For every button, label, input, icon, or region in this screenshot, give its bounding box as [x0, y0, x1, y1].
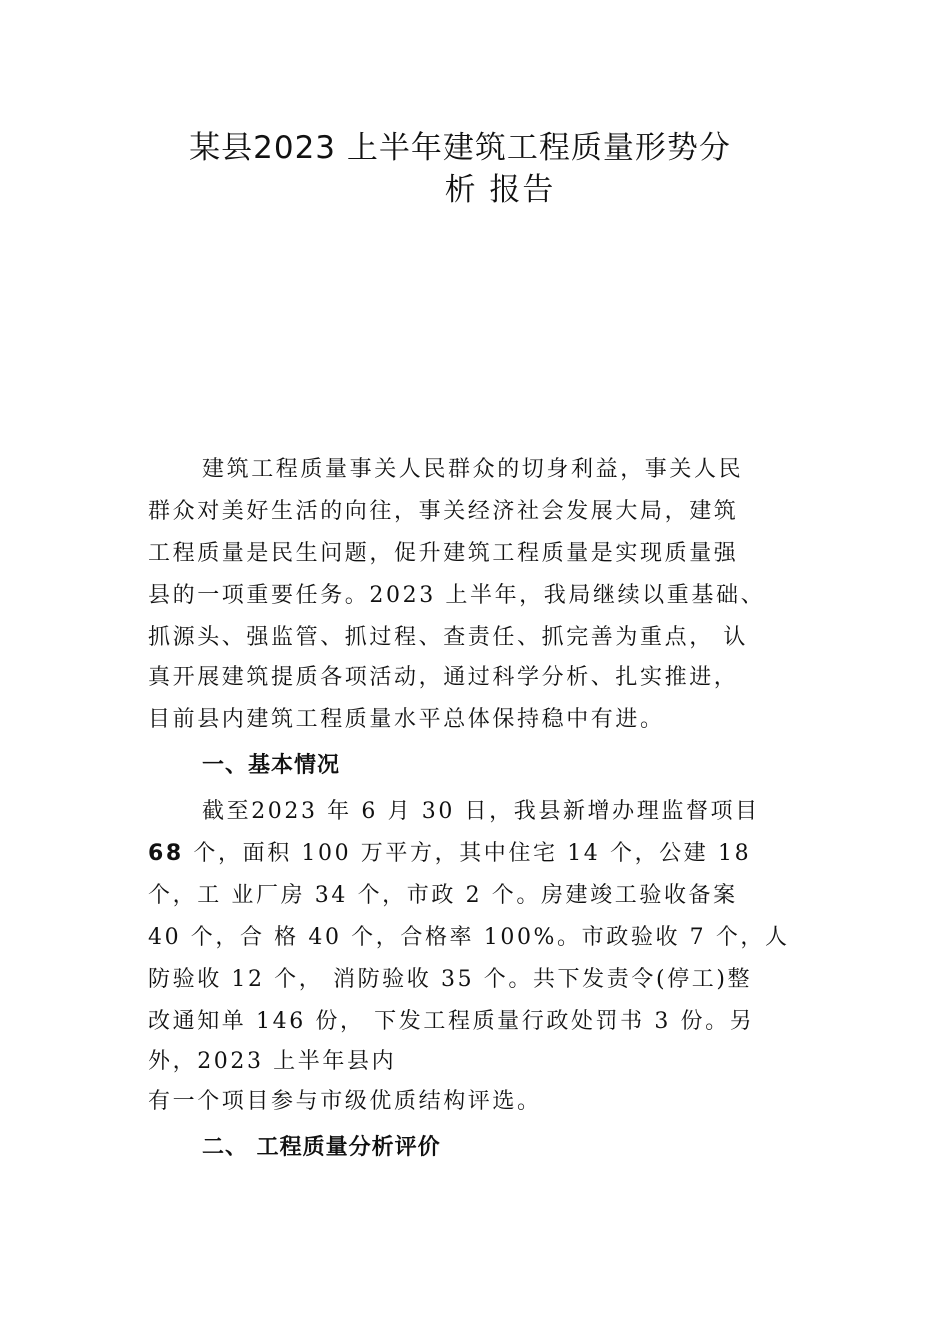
section1-line: 改通知单 146 份， 下发工程质量行政处罚书 3 份。另 — [148, 1009, 755, 1034]
intro-line: 抓源头、强监管、抓过程、查责任、抓完善为重点， 认 — [148, 625, 748, 650]
intro-line: 群众对美好生活的向往，事关经济社会发展大局，建筑 — [148, 499, 739, 524]
section1-line: 个，工 业厂房 34 个，市政 2 个。房建竣工验收备案 — [148, 883, 738, 908]
intro-line: 建筑工程质量事关人民群众的切身利益，事关人民 — [202, 457, 744, 482]
project-count: 68 — [148, 841, 184, 866]
section-heading-quality-analysis: 二、 工程质量分析评价 — [202, 1135, 441, 1160]
section1-line: 截至2023 年 6 月 30 日，我县新增办理监督项目 — [202, 799, 760, 824]
intro-line: 目前县内建筑工程质量水平总体保持稳中有进。 — [148, 707, 665, 732]
section1-line: 有一个项目参与市级优质结构评选。 — [148, 1089, 542, 1114]
section1-line — [148, 839, 751, 869]
section1-line: 外，2023 上半年县内 — [148, 1049, 397, 1074]
section1-line: 防验收 12 个， 消防验收 35 个。共下发责令(停工)整 — [148, 967, 753, 992]
intro-line: 工程质量是民生问题，促升建筑工程质量是实现质量强 — [148, 541, 739, 566]
intro-line: 县的一项重要任务。2023 上半年，我局继续以重基础、 — [148, 583, 766, 608]
section1-line-rest: 个，面积 100 万平方，其中住宅 14 个，公建 18 — [183, 841, 752, 866]
section-heading-basic-situation: 一、基本情况 — [202, 753, 341, 778]
document-title-line-2: 析 报告 — [444, 172, 556, 208]
intro-line: 真开展建筑提质各项活动，通过科学分析、扎实推进， — [148, 665, 739, 690]
document-title-line-1: 某县2023 上半年建筑工程质量形势分 — [189, 130, 731, 166]
section1-line: 40 个，合 格 40 个，合格率 100%。市政验收 7 个，人 — [148, 925, 790, 950]
